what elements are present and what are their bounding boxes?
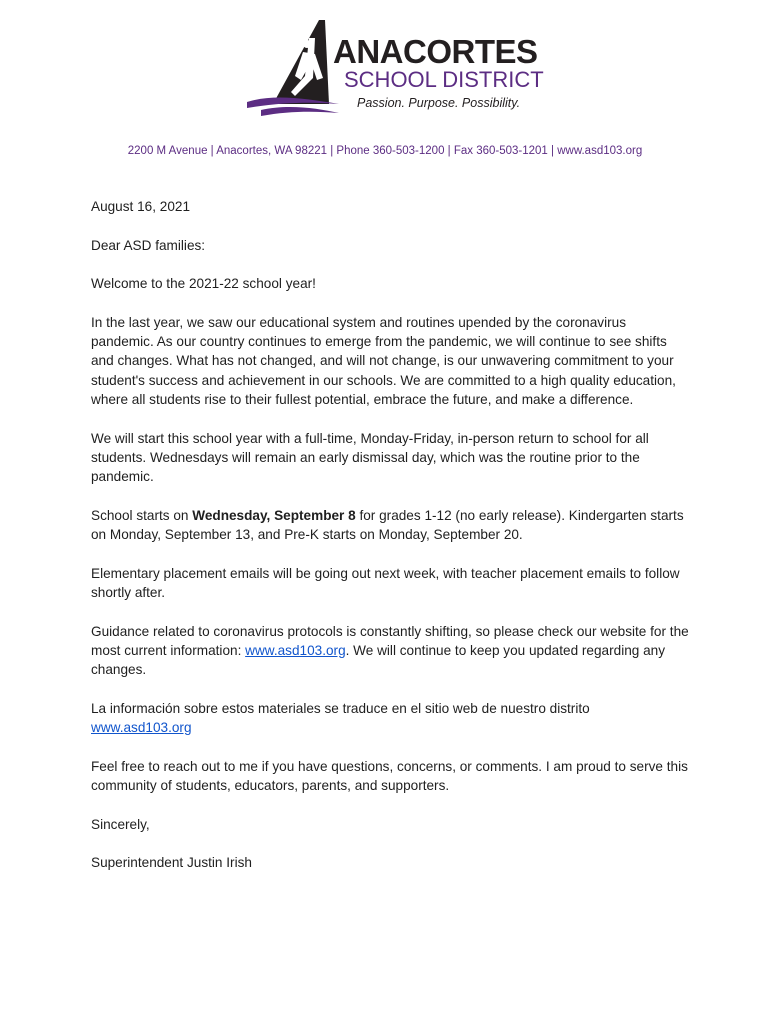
letter-body <box>91 197 691 892</box>
paragraph-start-dates <box>91 506 691 545</box>
paragraph-spanish <box>91 699 691 738</box>
paragraph-placement: Elementary placement emails will be going out next week, with teacher placement emails to follow shortly after. <box>91 565 680 600</box>
logo-subtitle: SCHOOL DISTRICT <box>344 67 544 92</box>
start-dates-text-post: for grades 1-12 (no early release). Kindergarten starts on Monday, September 13, and Pre-K starts on Monday, September 20. <box>91 507 684 543</box>
start-dates-text-pre: School starts on <box>91 507 193 523</box>
letter-welcome: Welcome to the 2021-22 school year! <box>91 276 316 292</box>
guidance-text-post: . We will continue to keep you updated regarding any changes. <box>91 642 666 678</box>
letter-closing: Sincerely, <box>91 816 150 832</box>
letter-greeting: Dear ASD families: <box>91 237 206 253</box>
guidance-text-pre: Guidance related to coronavirus protocols is constantly shifting, so please check our website for the most current information: <box>91 623 689 658</box>
address-line: 2200 M Avenue | Anacortes, WA 98221 | Phone 360-503-1200 | Fax 360-503-1201 | www.asd103.org <box>127 145 643 157</box>
district-logo <box>243 18 544 118</box>
paragraph-pandemic: In the last year, we saw our educational system and routines upended by the coronavirus pandemic. As our country continues to emerge from the pandemic, we will continue to see shifts and changes. What has not changed, and will not change, is our unwavering commitment to your student's success and achievement in our schools. We are committed to a high quality education, where all students rise to their fullest potential, embrace the future, and make a difference. <box>91 314 676 407</box>
spanish-text: La información sobre estos materiales se traduce en el sitio web de nuestro distrito <box>91 700 590 716</box>
logo-name: ANACORTES <box>333 33 538 70</box>
start-date-bold: Wednesday, September 8 <box>192 507 356 523</box>
website-link-spanish[interactable]: www.asd103.org <box>91 720 192 736</box>
letter-signature: Superintendent Justin Irish <box>91 855 252 871</box>
paragraph-schedule: We will start this school year with a full-time, Monday-Friday, in-person return to school for all students. Wednesdays will remain an early dismissal day, which was the routine prior to the pandemic. <box>91 430 649 485</box>
logo-tagline: Passion. Purpose. Possibility. <box>357 96 521 110</box>
paragraph-closing-note: Feel free to reach out to me if you have questions, concerns, or comments. I am proud to serve this community of students, educators, parents, and supporters. <box>91 758 688 793</box>
letter-date: August 16, 2021 <box>91 199 191 214</box>
paragraph-guidance <box>91 622 691 680</box>
website-link[interactable]: www.asd103.org <box>245 642 346 658</box>
